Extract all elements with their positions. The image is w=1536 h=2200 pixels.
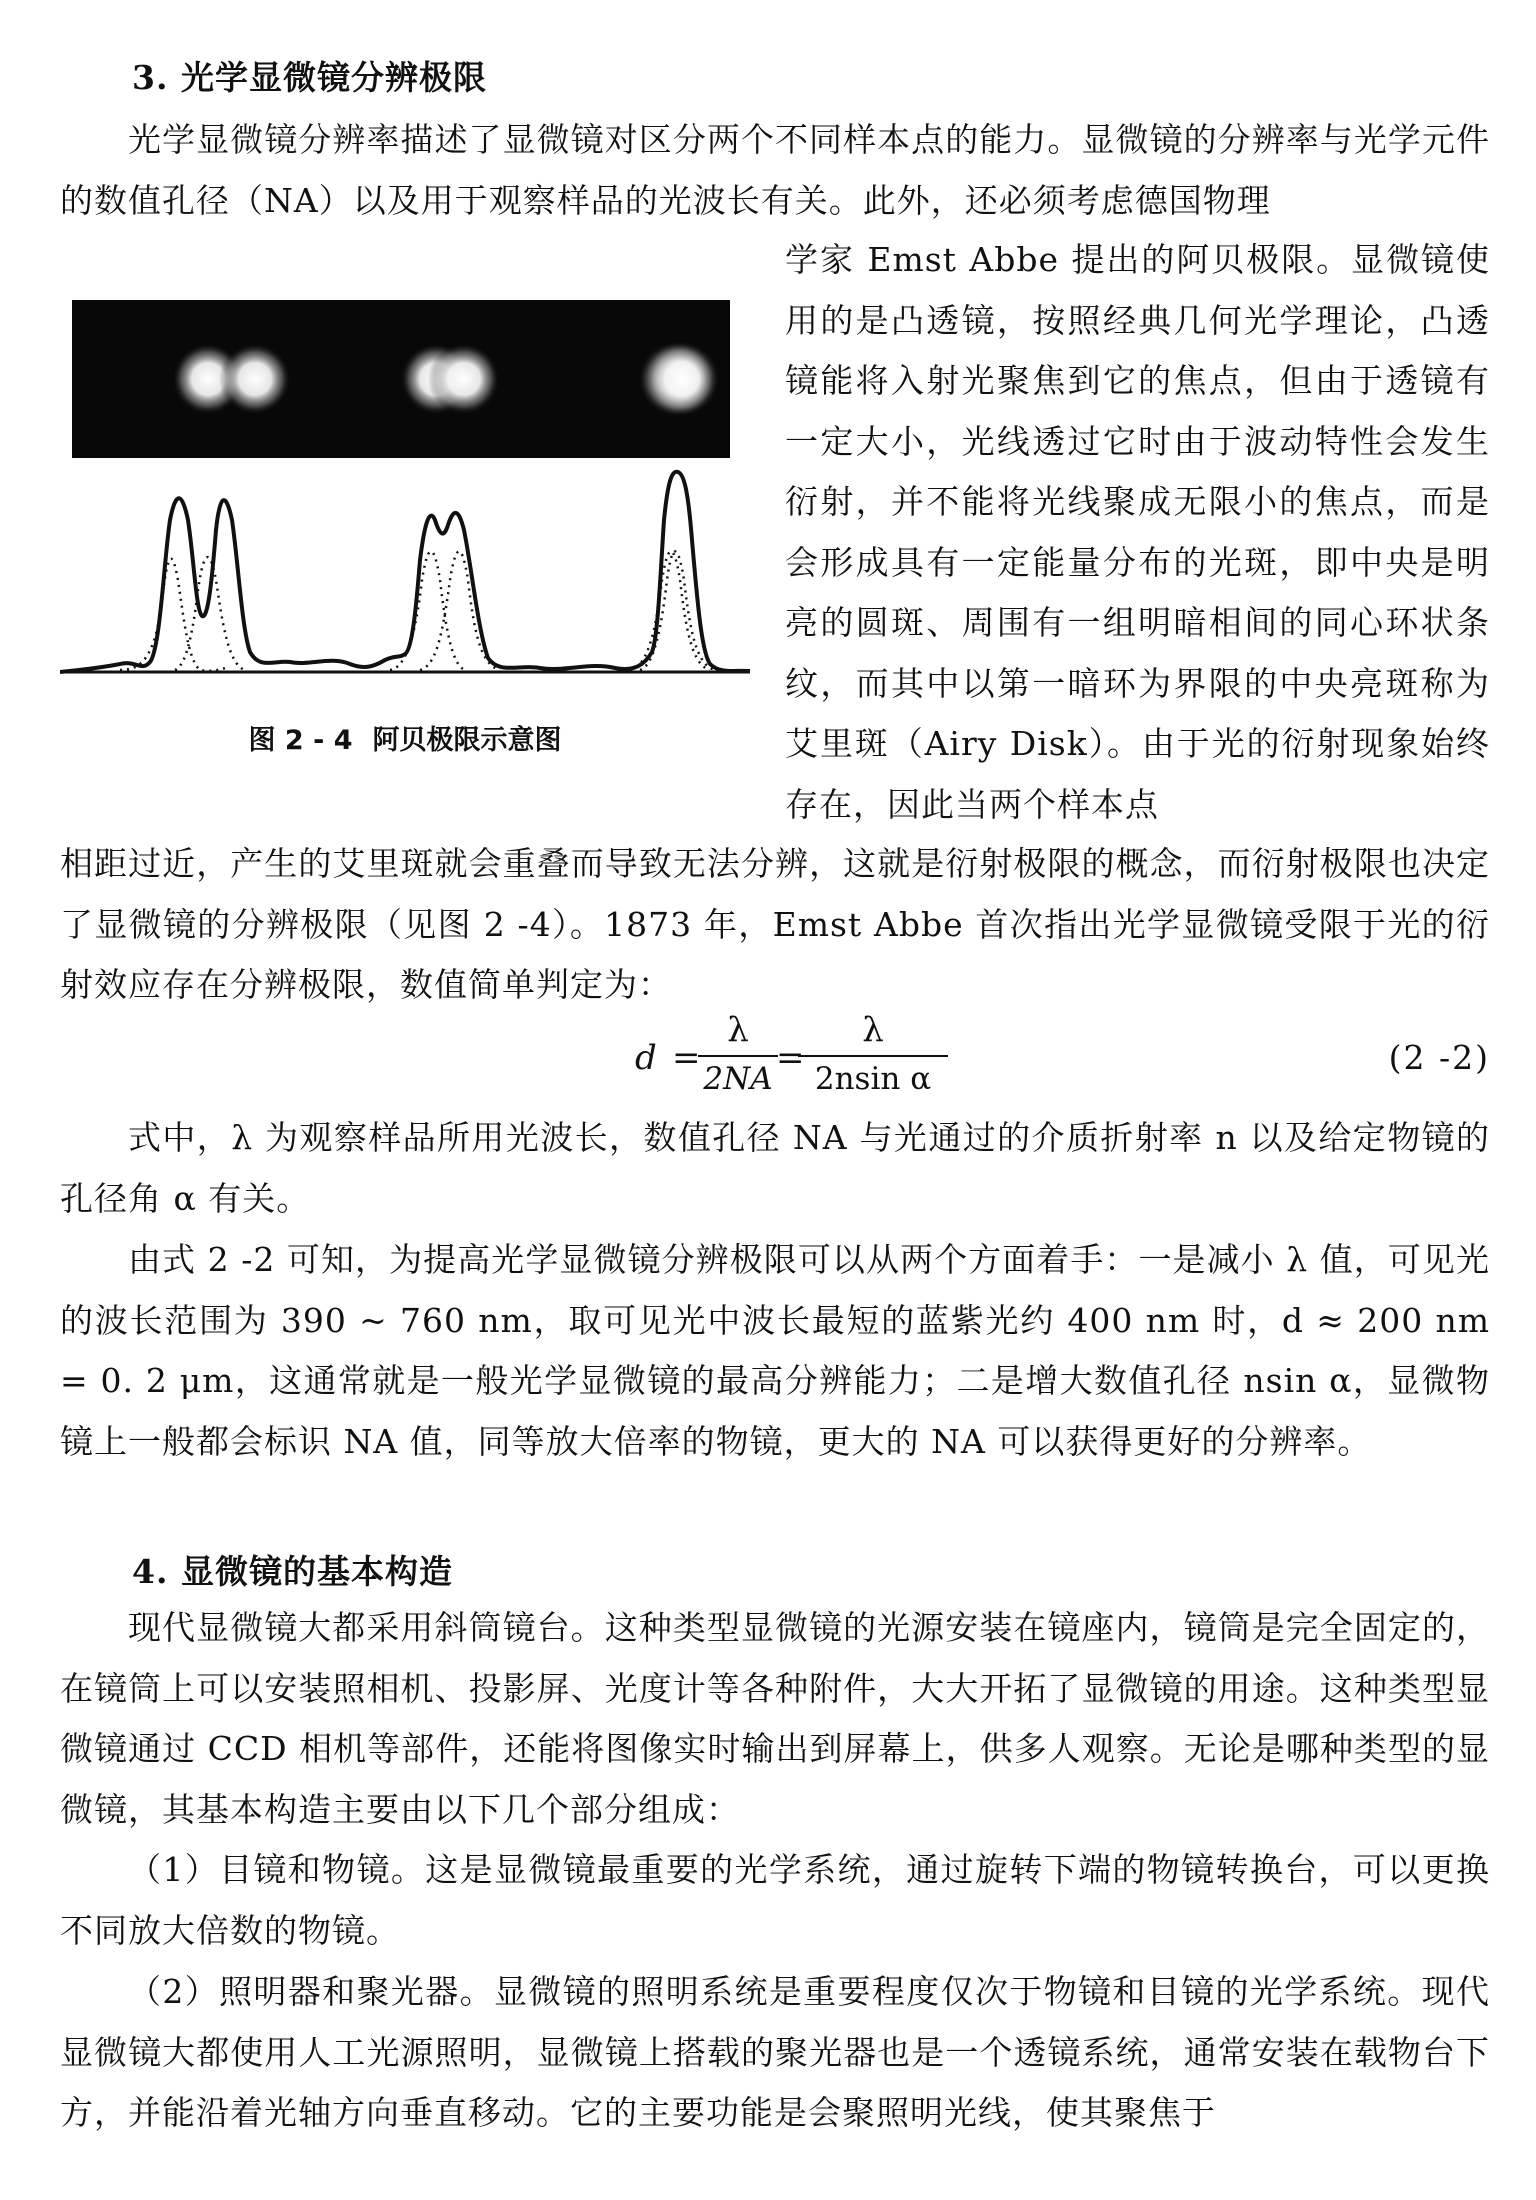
equation-equals-2: =	[776, 1038, 805, 1078]
list-item-illuminator-condenser: （2）照明器和聚光器。显微镜的照明系统是重要程度仅次于物镜和目镜的光学系统。现代显微镜大都使用人工光源照明，显微镜上搭载的聚光器也是一个透镜系统，通常安装在载物台下方，并能沿着光轴方向垂直移动。它的主要功能是会聚照明光线，使其聚焦于	[60, 1972, 1490, 2132]
airy-spot-pair-unresolved	[638, 341, 720, 417]
equation-abbe-limit	[60, 1008, 1490, 1108]
equation-number: (2 -2)	[1388, 1038, 1490, 1077]
figure-caption-title: 阿贝极限示意图	[372, 725, 562, 756]
equation-fraction-2	[798, 1008, 948, 1102]
fraction-1-numerator: λ	[727, 1010, 749, 1050]
paragraph-abbe-right-column: 学家 Emst Abbe 提出的阿贝极限。显微镜使用的是凸透镜，按照经典几何光学理论，凸透镜能将入射光聚焦到它的焦点，但由于透镜有一定大小，光线透过它时由于波动特性会发生衍射，并不能将光线聚成无限小的焦点，而是会形成具有一定能量分布的光斑，即中央是明亮的圆斑、周围有一组明暗相间的同心环状条纹，而其中以第一暗环为界限的中央亮斑称为艾里斑（Airy Disk）。由于光的衍射现象始终存在，因此当两个样本点	[785, 240, 1490, 824]
intensity-profile-solid	[60, 472, 750, 672]
fraction-1-denominator: 2NA	[703, 1061, 773, 1097]
paragraph-abbe-intro: 光学显微镜分辨率描述了显微镜对区分两个不同样本点的能力。显微镜的分辨率与光学元件的数值孔径（NA）以及用于观察样品的光波长有关。此外，还必须考虑德国物理	[60, 120, 1490, 220]
equation-lhs: d	[635, 1038, 657, 1078]
paragraph-improve-resolution: 由式 2 -2 可知，为提高光学显微镜分辨极限可以从两个方面着手：一是减小 λ 值，可见光的波长范围为 390 ~ 760 nm，取可见光中波长最短的蓝紫光约 400 nm 时，d ≈ 200 nm = 0. 2 μm，这通常就是一般光学显微镜的最高分辨能力；二是增大数值孔径 nsin α，显微物镜上一般都会标识 NA 值，同等放大倍率的物镜，更大的 NA 可以获得更好的分辨率。	[60, 1240, 1490, 1461]
section-4-heading: 4. 显微镜的基本构造	[132, 1552, 453, 1591]
airy-spot-pair-rayleigh	[400, 343, 500, 415]
equation-fraction-1	[698, 1008, 778, 1102]
airy-disk-figure	[60, 280, 750, 756]
paragraph-equation-explanation: 式中，λ 为观察样品所用光波长，数值孔径 NA 与光通过的介质折射率 n 以及给定物镜的孔径角 α 有关。	[60, 1118, 1490, 1218]
paragraph-abbe-continued: 相距过近，产生的艾里斑就会重叠而导致无法分辨，这就是衍射极限的概念，而衍射极限也决定了显微镜的分辨极限（见图 2 -4）。1873 年，Emst Abbe 首次指出光学显微镜受限于光的衍射效应存在分辨极限，数值简单判定为：	[60, 844, 1490, 1004]
airy-spot-pair-resolved	[172, 343, 291, 415]
figure-caption	[60, 718, 750, 757]
fraction-2-numerator: λ	[862, 1010, 884, 1050]
section-3-heading: 3. 光学显微镜分辨极限	[132, 58, 487, 97]
list-item-eyepiece-objective: （1）目镜和物镜。这是显微镜最重要的光学系统，通过旋转下端的物镜转换台，可以更换不同放大倍数的物镜。	[60, 1850, 1490, 1950]
equation-equals-1: =	[672, 1038, 701, 1078]
document-page	[60, 0, 1490, 2200]
fraction-2-denominator: 2nsin α	[814, 1061, 932, 1097]
paragraph-microscope-structure: 现代显微镜大都采用斜筒镜台。这种类型显微镜的光源安装在镜座内，镜筒是完全固定的，在镜筒上可以安装照相机、投影屏、光度计等各种附件，大大开拓了显微镜的用途。这种类型显微镜通过 CCD 相机等部件，还能将图像实时输出到屏幕上，供多人观察。无论是哪种类型的显微镜，其基本构造主要由以下几个部分组成：	[60, 1608, 1490, 1829]
airy-disk-illustration	[60, 280, 750, 690]
figure-caption-number: 图 2 - 4	[248, 725, 353, 756]
